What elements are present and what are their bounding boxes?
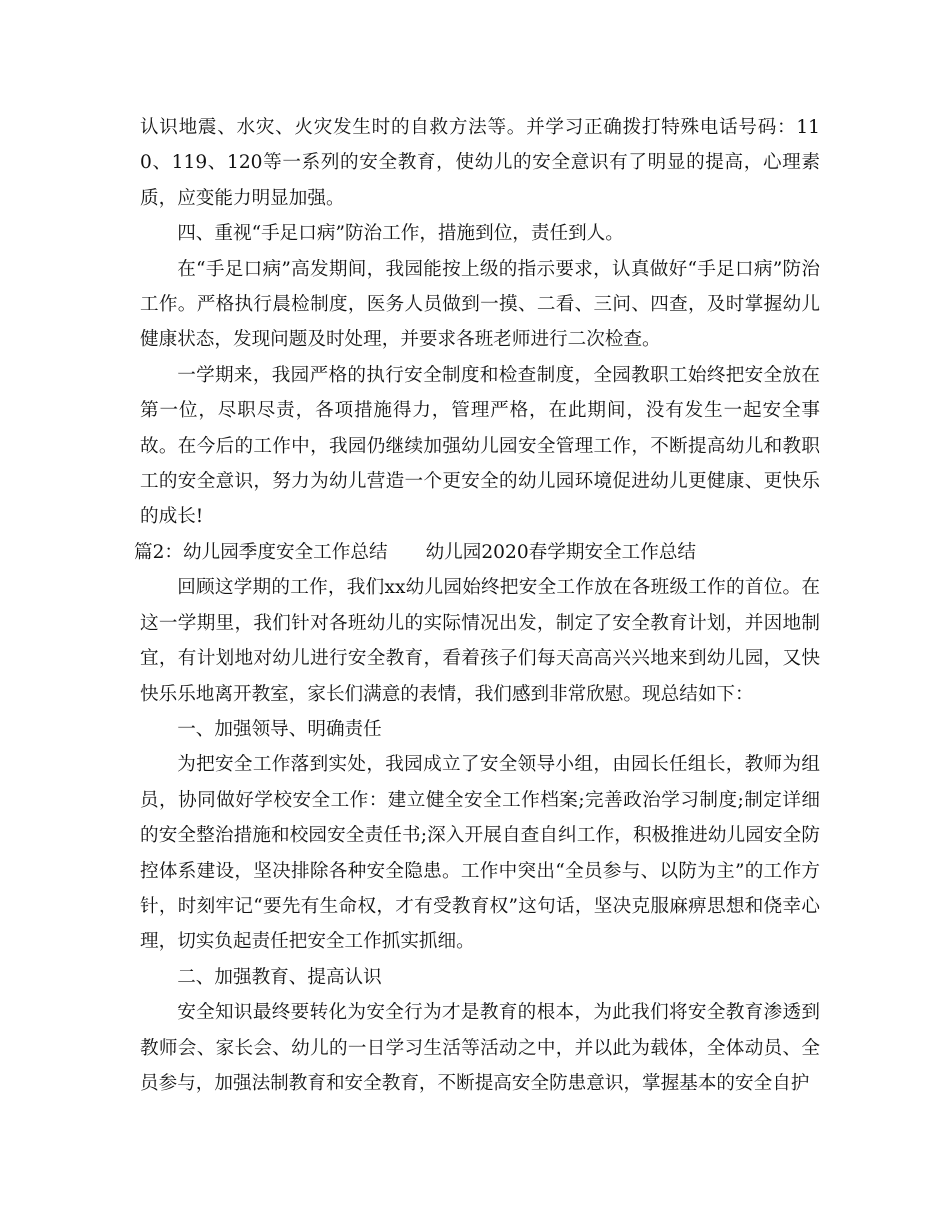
paragraph-semester-summary: 一学期来，我园严格的执行安全制度和检查制度，全园教职工始终把安全放在第一位，尽职尽责，各项措施得力，管理严格，在此期间，没有发生一起安全事故。在今后的工作中，我园仍继续加强幼儿园安全管理工作，不断提高幼儿和教职工的安全意识，努力为幼儿营造一个更安全的幼儿园环境促进幼儿更健康、更快乐的成长! (140, 364, 820, 528)
article-heading-part2: 幼儿园2020春学期安全工作总结 (425, 541, 697, 563)
article-heading-part1: 篇2：幼儿园季度安全工作总结 (134, 541, 388, 563)
paragraph-review: 回顾这学期的工作，我们xx幼儿园始终把安全工作放在各班级工作的首位。在这一学期里，我们针对各班幼儿的实际情况出发，制定了安全教育计划，并因地制宜，有计划地对幼儿进行安全教育，看着孩子们每天高高兴兴地来到幼儿园，又快快乐乐地离开教室，家长们满意的表情，我们感到非常欣慰。现总结如下： (140, 577, 820, 705)
paragraph-leadership: 为把安全工作落到实处，我园成立了安全领导小组，由园长任组长，教师为组员，协同做好学校安全工作：建立健全安全工作档案;完善政治学习制度;制定详细的安全整治措施和校园安全责任书;深入开展自查自纠工作，积极推进幼儿园安全防控体系建设，坚决排除各种安全隐患。工作中突出“全员参与、以防为主”的工作方针，时刻牢记“要先有生命权，才有受教育权”这句话，坚决克服麻痹思想和侥幸心理，切实负起责任把安全工作抓实抓细。 (140, 754, 820, 953)
section-heading-education: 二、加强教育、提高认识 (177, 966, 382, 988)
paragraph-self-rescue: 认识地震、水灾、火灾发生时的自救方法等。并学习正确拨打特殊电话号码：110、119、120等一系列的安全教育，使幼儿的安全意识有了明显的提高，心理素质，应变能力明显加强。 (140, 117, 820, 209)
paragraph-education: 安全知识最终要转化为安全行为才是教育的根本，为此我们将安全教育渗透到教师会、家长会、幼儿的一日学习生活等活动之中，并以此为载体，全体动员、全员参与，加强法制教育和安全教育，不断提高安全防患意识，掌握基本的安全自护 (140, 1002, 820, 1094)
paragraph-hfmd-prevention: 在“手足口病”高发期间，我园能按上级的指示要求，认真做好“手足口病”防治工作。严格执行晨检制度，医务人员做到一摸、二看、三问、四查，及时掌握幼儿健康状态，发现问题及时处理，并要求各班老师进行二次检查。 (140, 258, 820, 351)
document-body (134, 110, 820, 1101)
section-heading-hfmd: 四、重视“手足口病”防治工作，措施到位，责任到人。 (177, 223, 624, 245)
article-heading (134, 535, 820, 570)
section-heading-leadership: 一、加强领导、明确责任 (177, 718, 382, 740)
